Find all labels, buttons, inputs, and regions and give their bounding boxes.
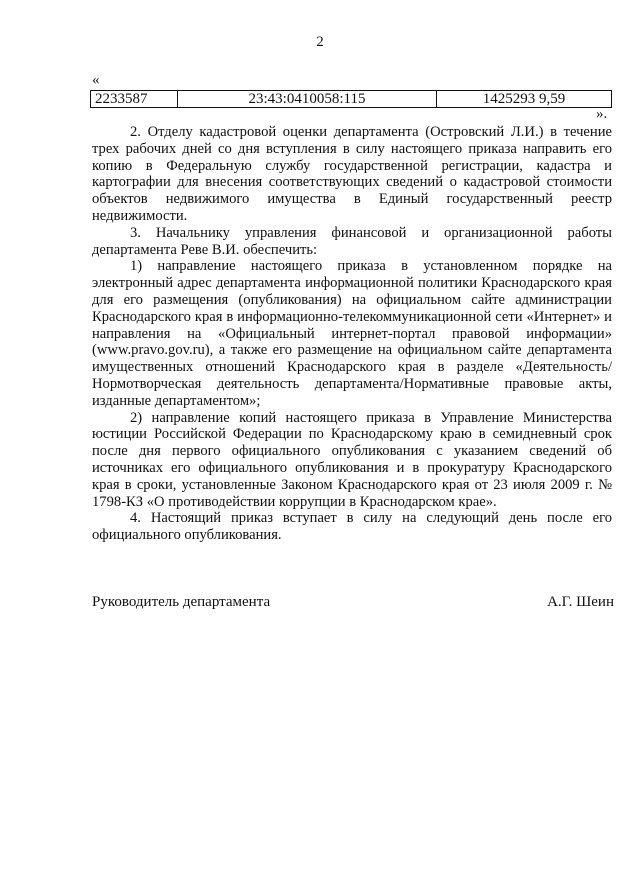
table-cell-cadastral-number: 23:43:0410058:115 (178, 91, 437, 108)
paragraph-4: 4. Настоящий приказ вступает в силу на следующий день после его официального опубликования. (92, 510, 612, 544)
paragraph-2: 2. Отделу кадастровой оценки департамента (Островский Л.И.) в течение трех рабочих дней со дня вступления в силу настоящего приказа направить его копию в Федеральную службу государственной регистрации, кадастра и картографии для внесения соответствующих сведений о кадастровой стоимости объектов недвижимого имущества в Единый государственный реестр недвижимости. (92, 124, 612, 224)
table-row (91, 91, 612, 108)
page-number: 2 (316, 34, 324, 50)
paragraph-3-item-1: 1) направление настоящего приказа в установленном порядке на электронный адрес департамента информационной политики Краснодарского края для его размещения (опубликования) на официальном сайте администрации Краснодарского края в информационно-телекоммуникационной сети «Интернет» и направления на «Официальный интернет-портал правовой информации» (www.pravo.gov.ru), а также его размещение на официальном сайте департамента имущественных отношений Краснодарского края в разделе «Деятельность/Нормотворческая деятельность департамента/Нормативные правовые акты, изданные департаментом»; (92, 258, 612, 409)
table-cell-number: 2233587 (91, 91, 178, 108)
table-cell-cadastral-value: 1425293 9,59 (437, 91, 612, 108)
paragraph-3: 3. Начальнику управления финансовой и организационной работы департамента Реве В.И. обеспечить: (92, 224, 612, 258)
closing-quote: ». (596, 106, 608, 122)
paragraph-3-item-2: 2) направление копий настоящего приказа в Управление Министерства юстиции Российской Федерации по Краснодарскому краю в семидневный срок после дня первого официального опубликования с указанием сведений об источниках его официального опубликования и в прокуратуру Краснодарского края в сроки, установленные Законом Краснодарского края от 23 июля 2009 г. № 1798-КЗ «О противодействии коррупции в Краснодарском крае». (92, 409, 612, 510)
signatory-position: Руководитель департамента (92, 594, 271, 610)
document-body (92, 124, 612, 544)
opening-quote: « (92, 72, 100, 88)
cadastral-table (90, 90, 612, 108)
signature-block (92, 594, 614, 611)
signatory-name: А.Г. Шеин (547, 594, 614, 610)
